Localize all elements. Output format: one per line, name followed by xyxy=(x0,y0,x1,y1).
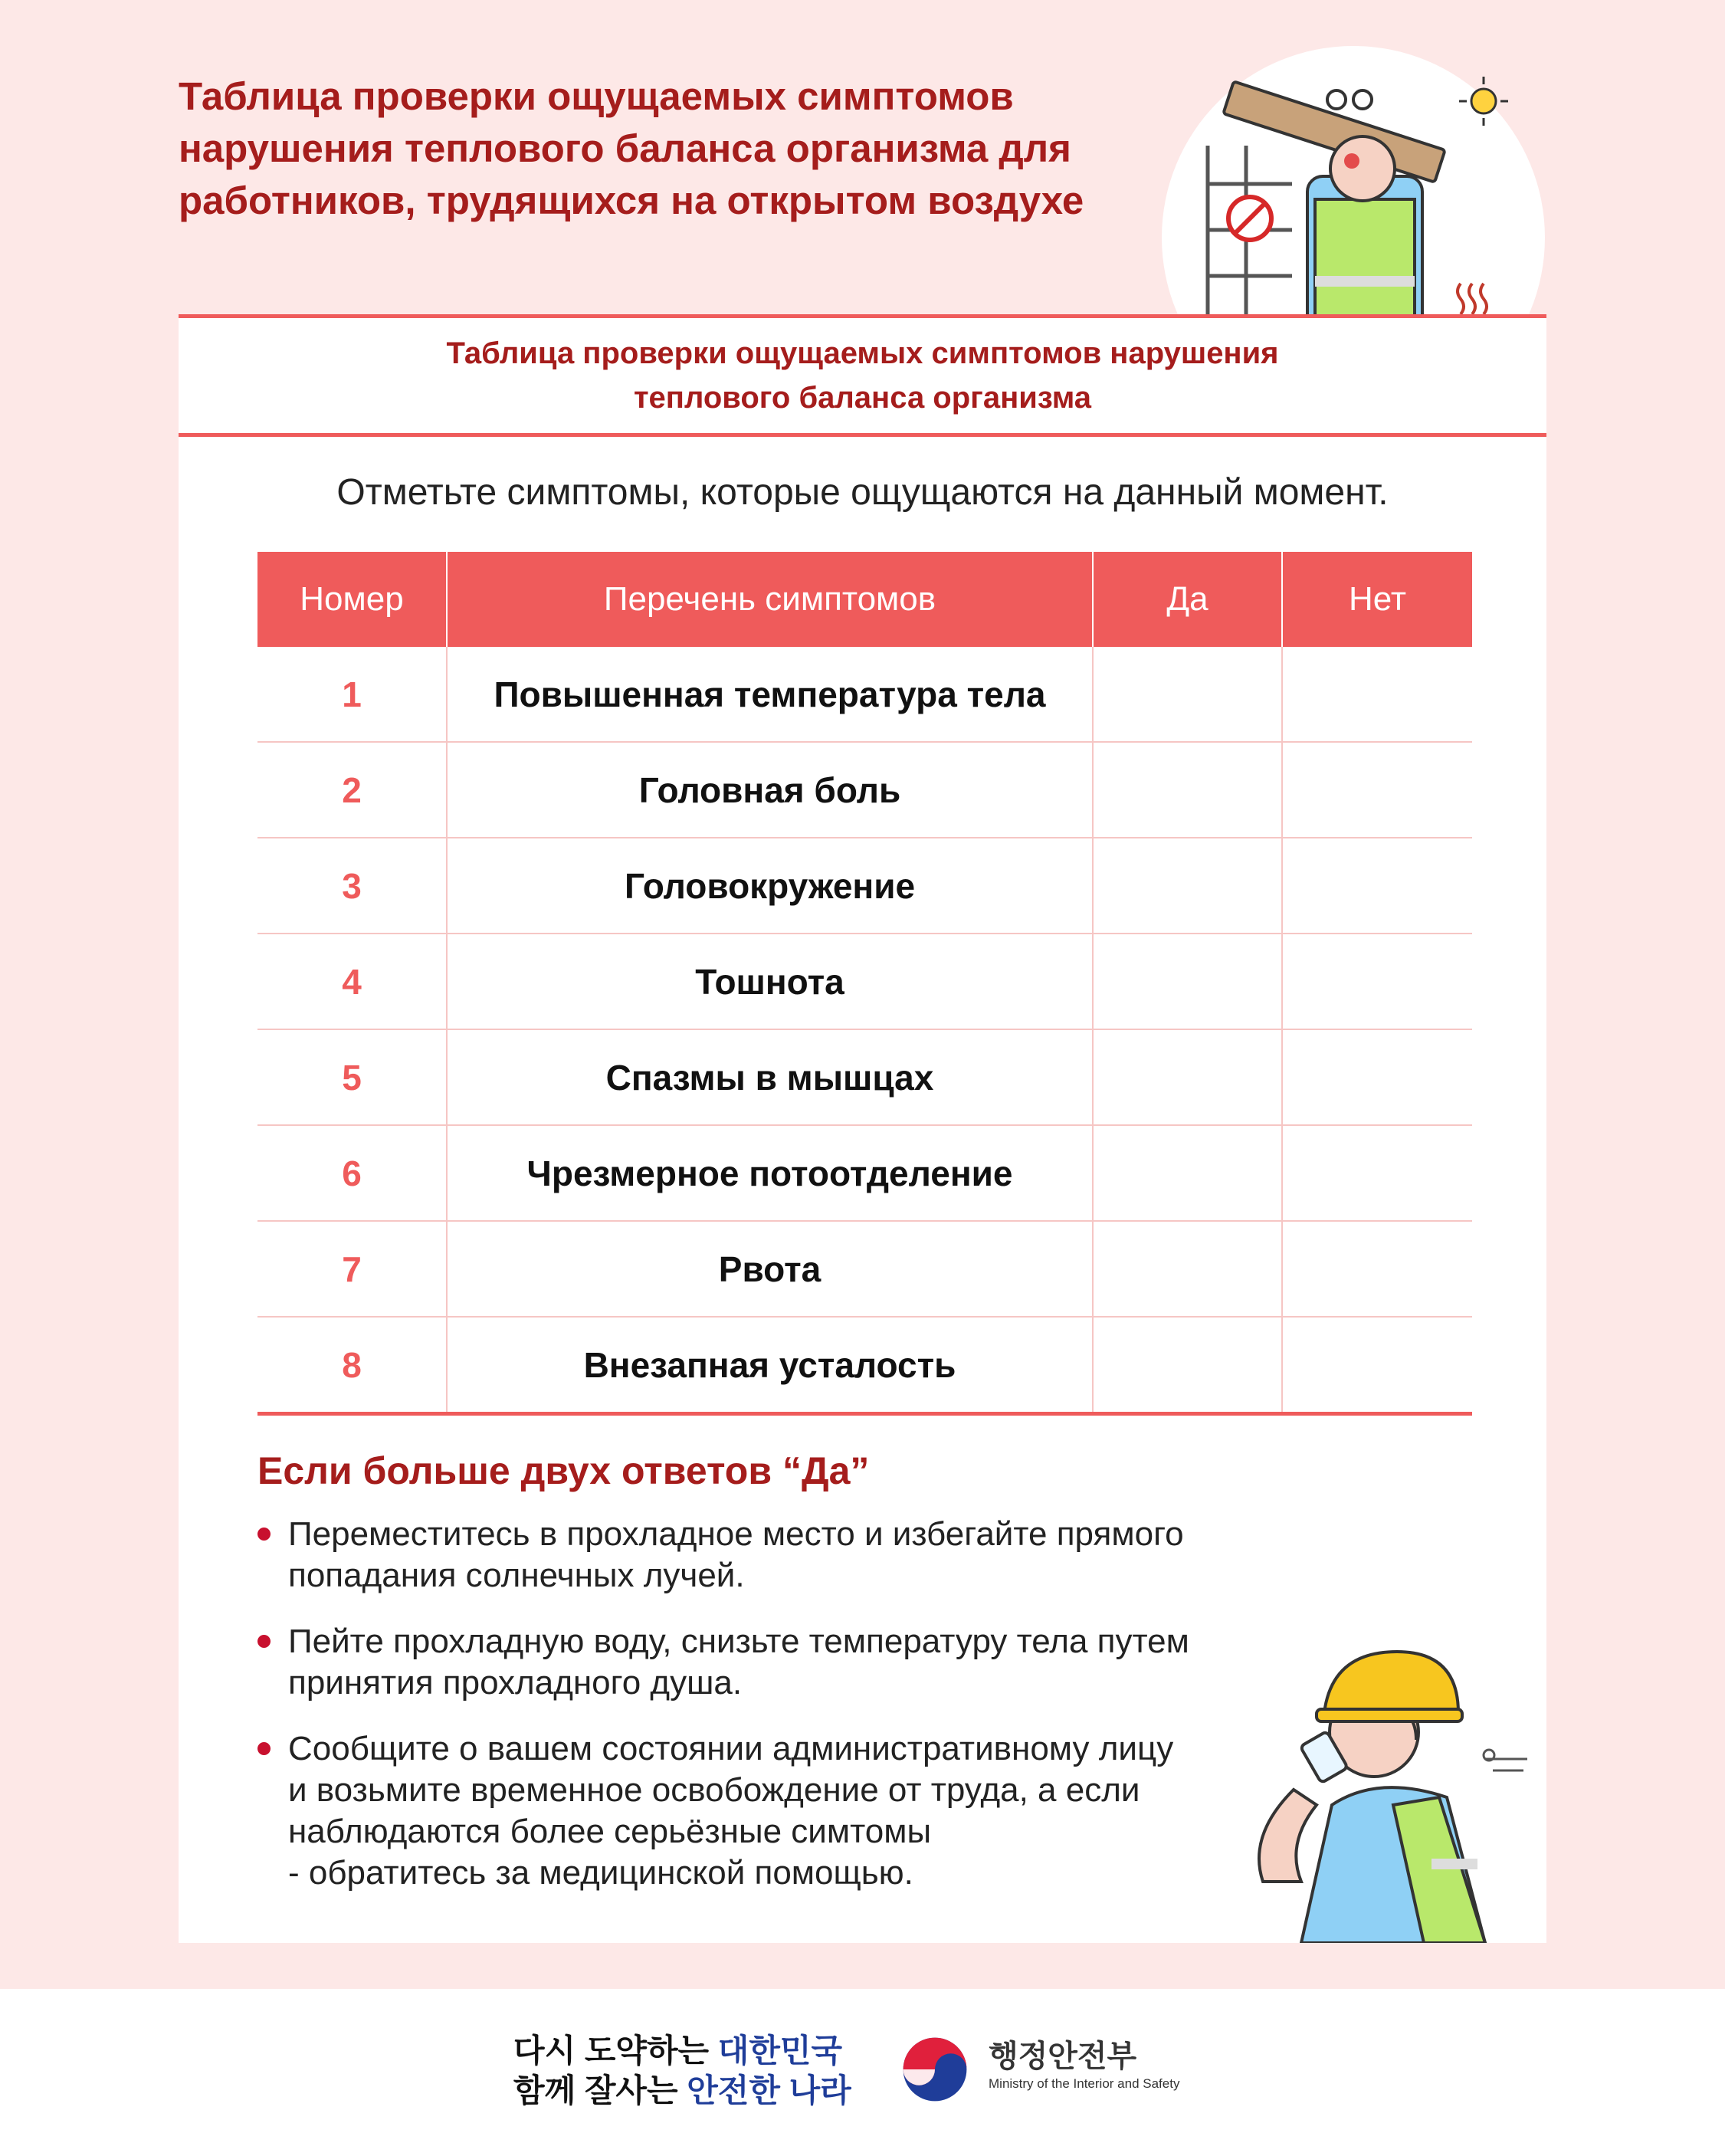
slogan-line1-b: 대한민국 xyxy=(717,2033,843,2069)
instruction-text: Отметьте симптомы, которые ощущаются на данный момент. xyxy=(336,472,1389,513)
yes-checkbox-cell[interactable] xyxy=(1093,838,1282,934)
row-number: 5 xyxy=(257,1029,447,1125)
yes-checkbox-cell[interactable] xyxy=(1093,1317,1282,1414)
table-row xyxy=(257,1221,1472,1317)
footer xyxy=(0,1989,1725,2156)
row-symptom: Рвота xyxy=(447,1221,1093,1317)
yes-checkbox-cell[interactable] xyxy=(1093,742,1282,838)
bullet-icon xyxy=(257,1742,271,1755)
no-checkbox-cell[interactable] xyxy=(1282,1317,1472,1414)
yes-checkbox-cell[interactable] xyxy=(1093,1029,1282,1125)
yes-checkbox-cell[interactable] xyxy=(1093,1125,1282,1221)
table-row xyxy=(257,934,1472,1029)
table-row xyxy=(257,742,1472,838)
row-number: 4 xyxy=(257,934,447,1029)
table-row xyxy=(257,1317,1472,1414)
table-row xyxy=(257,1125,1472,1221)
row-symptom: Головная боль xyxy=(447,742,1093,838)
row-number: 2 xyxy=(257,742,447,838)
government-emblem-icon xyxy=(900,2035,969,2104)
table-row xyxy=(257,1029,1472,1125)
list-item xyxy=(257,1514,1422,1596)
no-checkbox-cell[interactable] xyxy=(1282,1221,1472,1317)
no-checkbox-cell[interactable] xyxy=(1282,742,1472,838)
advice-text: Сообщите о вашем состоянии административному лицу и возьмите временное освобождение от труда, а если наблюдаются более серьёзные симтомы - обратитесь за медицинской помощью. xyxy=(288,1730,1174,1892)
row-symptom: Тошнота xyxy=(447,934,1093,1029)
row-number: 3 xyxy=(257,838,447,934)
checklist-card xyxy=(179,314,1546,1943)
table-header-row xyxy=(257,552,1472,647)
no-checkbox-cell[interactable] xyxy=(1282,1125,1472,1221)
advice-text: Переместитесь в прохладное место и избегайте прямого попадания солнечных лучей. xyxy=(288,1515,1184,1594)
yes-checkbox-cell[interactable] xyxy=(1093,647,1282,742)
table-row xyxy=(257,838,1472,934)
row-symptom: Спазмы в мышцах xyxy=(447,1029,1093,1125)
symptom-table xyxy=(257,552,1472,1416)
no-checkbox-cell[interactable] xyxy=(1282,838,1472,934)
header-num: Номер xyxy=(257,552,447,647)
slogan-line2-a: 함께 잘사는 xyxy=(513,2072,687,2108)
no-checkbox-cell[interactable] xyxy=(1282,647,1472,742)
slogan-line2-b: 안전한 나라 xyxy=(687,2072,851,2108)
worker-drinking-water-illustration xyxy=(1240,1629,1546,1943)
ministry-name-ko: 행정안전부 xyxy=(989,2040,1137,2073)
row-number: 1 xyxy=(257,647,447,742)
header-no: Нет xyxy=(1282,552,1472,647)
row-number: 6 xyxy=(257,1125,447,1221)
row-symptom: Внезапная усталость xyxy=(447,1317,1093,1414)
slogan-line1-a: 다시 도약하는 xyxy=(513,2033,718,2069)
table-subtitle: Таблица проверки ощущаемых симптомов нарушения теплового баланса организма xyxy=(446,336,1279,415)
row-symptom: Головокружение xyxy=(447,838,1093,934)
bullet-icon xyxy=(257,1528,271,1541)
row-number: 8 xyxy=(257,1317,447,1414)
yes-checkbox-cell[interactable] xyxy=(1093,1221,1282,1317)
table-row xyxy=(257,647,1472,742)
row-number: 7 xyxy=(257,1221,447,1317)
advice-title: Если больше двух ответов “Да” xyxy=(257,1449,870,1492)
yes-checkbox-cell[interactable] xyxy=(1093,934,1282,1029)
advice-text: Пейте прохладную воду, снизьте температуру тела путем принятия прохладного душа. xyxy=(288,1623,1189,1702)
row-symptom: Чрезмерное потоотделение xyxy=(447,1125,1093,1221)
no-checkbox-cell[interactable] xyxy=(1282,1029,1472,1125)
header-yes: Да xyxy=(1093,552,1282,647)
subtitle-band xyxy=(179,314,1546,437)
row-symptom: Повышенная температура тела xyxy=(447,647,1093,742)
page-title: Таблица проверки ощущаемых симптомов нарушения теплового баланса организма для работников, трудящихся на открытом воздухе xyxy=(179,74,1084,222)
header-symptoms: Перечень симптомов xyxy=(447,552,1093,647)
ministry-name-en: Ministry of the Interior and Safety xyxy=(989,2076,1180,2091)
slogan xyxy=(513,2031,851,2111)
no-checkbox-cell[interactable] xyxy=(1282,934,1472,1029)
bullet-icon xyxy=(257,1635,271,1648)
